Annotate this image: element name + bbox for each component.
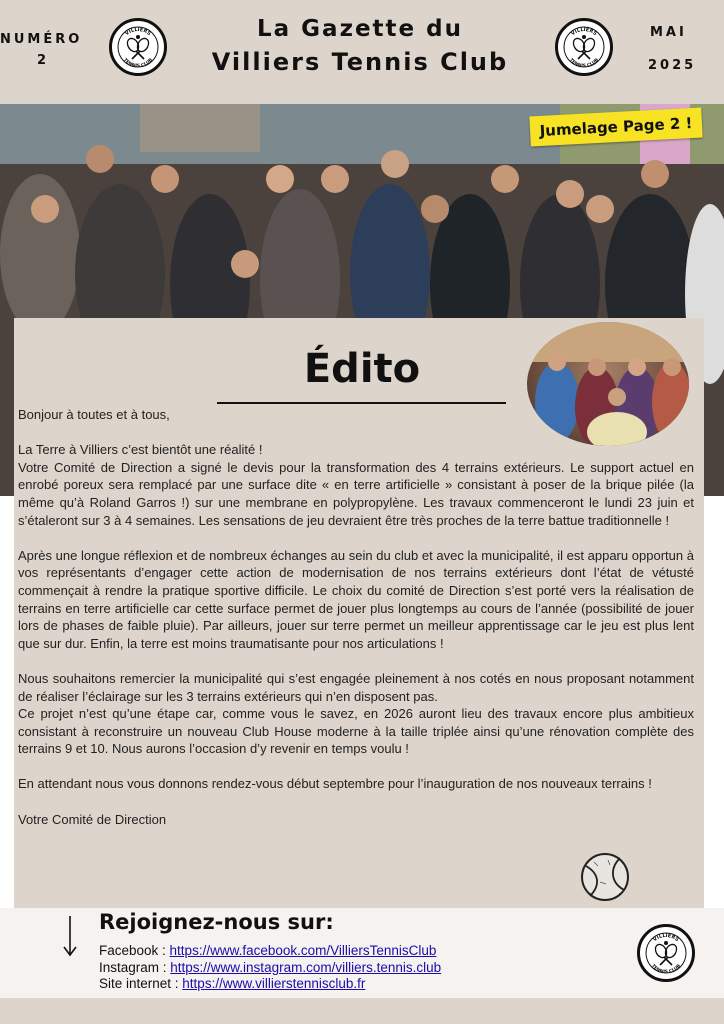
instagram-link[interactable]: https://www.instagram.com/villiers.tennis.club: [170, 960, 442, 975]
svg-text:TENNIS CLUB: TENNIS CLUB: [567, 57, 601, 70]
bottom-bar: [0, 998, 724, 1024]
svg-text:VILLIERS: VILLIERS: [570, 26, 598, 38]
club-logo-right: [555, 18, 613, 76]
tennis-ball-icon: [580, 852, 630, 902]
edito-paragraph: En attendant nous vous donnons rendez-vous début septembre pour l’inauguration de nos nouveaux terrains !: [18, 776, 652, 792]
issue-year: 2025: [648, 58, 697, 73]
edito-paragraph: Après une longue réflexion et de nombreux échanges au sein du club et avec la municipalité, il est apparu opportun à vos représentants d’engager cette action de modernisation de nos terrains extérieurs dont l’état de vétusté commençait à rendre la pratique sportive difficile. Le choix du comité de Direction s’est porté vers la réalisation de terrains en terre artificielle car cette surface permet de jouer plus longtemps au cours de l’année (possibilité de jouer lors de phases de faible pluie). Par ailleurs, jouer sur terre permet un meilleur apprentissage car le jeu est plus lent que sur dur. Enfin, la terre est moins traumatisante pour nos articulations !: [18, 547, 694, 651]
gazette-title-line2: Villiers Tennis Club: [211, 48, 509, 76]
issue-label: NUMÉRO: [0, 32, 83, 47]
edito-title: Édito: [303, 346, 421, 392]
jumelage-banner: Jumelage Page 2 !: [529, 108, 702, 147]
instagram-line: [99, 960, 441, 975]
edito-title-underline: [217, 402, 506, 404]
edito-paragraph: La Terre à Villiers c’est bientôt une réalité ! Votre Comité de Direction a signé le devis pour la transformation des 4 terrains extérieurs. Le support actuel en enrobé poreux sera remplacé par une surface dite « en terre artificielle » consistant à poser de la brique pilée (la même qu’à Roland Garros !) sur une membrane en polypropylène. Les travaux commenceront le lundi 23 juin et s’étaleront sur 3 à 4 semaines. Les sensations de jeu devraient être très proches de la terre battue traditionnelle !: [18, 442, 694, 528]
issue-month: MAI: [650, 25, 687, 40]
edito-paragraph: Nous souhaitons remercier la municipalité qui s’est engagée pleinement à nos cotés en nous proposant notamment de réaliser l’éclairage sur les 3 terrains extérieurs qui n’en disposent pas. Ce projet n’est qu’une étape car, comme vous le savez, en 2026 auront lieu des travaux encore plus ambitieux consistant à reconstruire un nouveau Club House moderne à la taille triplée ainsi qu’une rénovation complète des terrains 9 et 10. Nous aurons l’occasion d’y revenir en temps voulu !: [18, 670, 694, 757]
header: [0, 0, 724, 104]
edito-body: [18, 406, 694, 846]
edito-signature: Votre Comité de Direction: [18, 811, 167, 827]
instagram-label: Instagram :: [99, 960, 171, 975]
join-us-title: Rejoignez-nous sur:: [99, 910, 334, 934]
svg-text:TENNIS CLUB: TENNIS CLUB: [121, 57, 155, 70]
issue-number: 2: [37, 53, 47, 68]
website-line: [99, 976, 365, 991]
club-logo-footer: [637, 924, 695, 982]
club-logo-left: [109, 18, 167, 76]
facebook-line: [99, 943, 436, 958]
website-label: Site internet :: [99, 976, 183, 991]
edito-paragraph: Bonjour à toutes et à tous,: [18, 407, 170, 422]
website-link[interactable]: https://www.villierstennisclub.fr: [182, 976, 366, 991]
facebook-label: Facebook :: [99, 943, 170, 958]
svg-text:TENNIS CLUB: TENNIS CLUB: [649, 963, 683, 976]
svg-text:VILLIERS: VILLIERS: [652, 932, 680, 944]
gazette-title-line1: La Gazette du: [256, 16, 463, 42]
facebook-link[interactable]: https://www.facebook.com/VilliersTennisClub: [169, 943, 437, 958]
svg-text:VILLIERS: VILLIERS: [124, 26, 152, 38]
arrow-down-icon: [60, 914, 80, 958]
